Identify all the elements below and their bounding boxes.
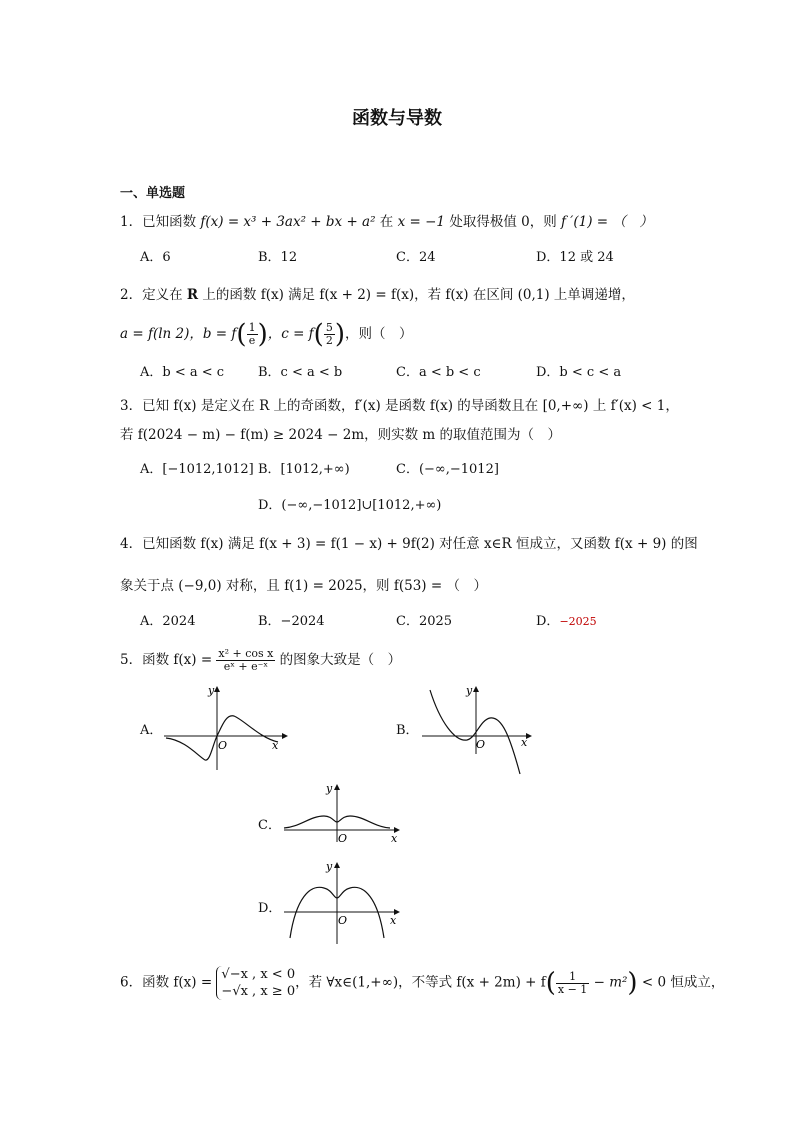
q2-fraction-2: $\frac{5}{2}$ bbox=[325, 321, 333, 347]
q1-condition: x = −1 bbox=[397, 214, 446, 230]
q6-text-d: < 0 恒成立， bbox=[637, 974, 725, 991]
q1-option-c[interactable]: C．24 bbox=[396, 250, 436, 265]
q1-option-a[interactable]: A．6 bbox=[140, 250, 171, 265]
q5-a-x-label: x bbox=[272, 739, 279, 752]
q5-c-y-label: y bbox=[326, 782, 333, 795]
q4-option-d-value: −2025 bbox=[559, 615, 597, 628]
q6-text-b: ，若 ∀x∈(1,+∞)，不等式 f(x + 2m) + f bbox=[295, 974, 546, 991]
q2-text-c: ，则（ ） bbox=[344, 326, 413, 342]
q6-piecewise bbox=[216, 966, 295, 1000]
q1-function: f(x) = x³ + 3ax² + bx + a² bbox=[200, 214, 376, 230]
q2-a-def: a = f(ln 2)，b = f bbox=[120, 326, 237, 342]
q5-option-c[interactable]: C． bbox=[258, 818, 281, 833]
q2-real-set: R bbox=[186, 287, 199, 303]
q5-graph-a bbox=[160, 682, 290, 772]
q3-option-b[interactable]: B．[1012,+∞) bbox=[258, 462, 350, 477]
q3-option-d[interactable]: D．(−∞,−1012]∪[1012,+∞) bbox=[258, 498, 442, 513]
q5-c-origin: O bbox=[338, 832, 348, 845]
q5-graph-c bbox=[282, 780, 402, 845]
question-2-line-2: a = f(ln 2)，b = f( $\frac{1}{e}$ )，c = f( $\frac{5}{2}$ )，则（ ） bbox=[120, 319, 413, 350]
section-heading: 一、单选题 bbox=[120, 186, 186, 201]
question-1-stem bbox=[120, 212, 653, 232]
q1-option-d[interactable]: D．12 或 24 bbox=[536, 250, 614, 265]
q2-option-c[interactable]: C．a < b < c bbox=[396, 365, 481, 380]
q5-text-a: 5．函数 f(x) = bbox=[120, 652, 217, 668]
q1-text-c: 处取得极值 0，则 bbox=[445, 214, 561, 230]
question-6-stem: 6．函数 f(x) = √−x , x < 0 −√x , x ≥ 0 ，若 ∀x∈(1,+∞)，不等式 f(x + 2m) + f( $\frac{1}{x - 1}$ − m²) < 0 恒成立， bbox=[120, 967, 725, 999]
question-4-line-1: 4．已知函数 f(x) 满足 f(x + 3) = f(1 − x) + 9f(2) 对任意 x∈R 恒成立，又函数 f(x + 9) 的图 bbox=[120, 536, 698, 552]
q5-c-x-label: x bbox=[391, 832, 398, 845]
q5-text-b: 的图象大致是（ ） bbox=[275, 652, 402, 668]
question-2-line-1 bbox=[120, 285, 635, 305]
q4-option-b[interactable]: B．−2024 bbox=[258, 614, 325, 629]
q6-case-1: √−x , x < 0 bbox=[221, 967, 296, 982]
q2-option-d[interactable]: D．b < c < a bbox=[536, 365, 622, 380]
q1-text-a: 1．已知函数 bbox=[120, 214, 201, 230]
q2-text-b: 上的函数 f(x) 满足 f(x + 2) = f(x)，若 f(x) 在区间 (0,1) 上单调递增， bbox=[198, 287, 635, 303]
q4-option-a[interactable]: A．2024 bbox=[140, 614, 196, 629]
q5-b-x-label: x bbox=[521, 736, 528, 749]
question-3-line-1: 3．已知 f(x) 是定义在 R 上的奇函数，f′(x) 是函数 f(x) 的导函数且在 [0,+∞) 上 f′(x) < 1， bbox=[120, 398, 679, 414]
q5-d-y-label: y bbox=[326, 860, 333, 873]
q5-d-origin: O bbox=[338, 914, 348, 927]
page-title: 函数与导数 bbox=[352, 108, 442, 129]
q3-option-c[interactable]: C．(−∞,−1012] bbox=[396, 462, 499, 477]
q4-option-d-label: D． bbox=[536, 614, 560, 629]
q5-d-x-label: x bbox=[390, 914, 397, 927]
q1-text-b: 在 bbox=[375, 214, 398, 230]
q2-fraction-1: $\frac{1}{e}$ bbox=[248, 321, 256, 347]
q5-b-origin: O bbox=[476, 738, 486, 751]
q5-a-origin: O bbox=[218, 739, 228, 752]
question-4-line-2: 象关于点 (−9,0) 对称，且 f(1) = 2025，则 f(53) = （ ） bbox=[120, 578, 487, 594]
q5-option-b[interactable]: B． bbox=[396, 723, 419, 738]
q2-option-b[interactable]: B．c < a < b bbox=[258, 365, 343, 380]
q6-case-2: −√x , x ≥ 0 bbox=[221, 984, 296, 999]
q5-option-a[interactable]: A． bbox=[140, 723, 163, 738]
q5-a-y-label: y bbox=[208, 684, 215, 697]
q6-text-c: − m² bbox=[589, 974, 628, 991]
q5-graph-d bbox=[282, 858, 402, 948]
q3-option-a[interactable]: A．[−1012,1012] bbox=[140, 462, 254, 477]
question-3-line-2: 若 f(2024 − m) − f(m) ≥ 2024 − 2m，则实数 m 的取值范围为（ ） bbox=[120, 427, 562, 443]
q4-option-c[interactable]: C．2025 bbox=[396, 614, 453, 629]
q6-text-a: 6．函数 f(x) = bbox=[120, 974, 217, 991]
q5-option-d[interactable]: D． bbox=[258, 901, 282, 916]
q4-option-d[interactable] bbox=[536, 613, 597, 631]
q1-ask: f ′(1) = （ ） bbox=[561, 214, 653, 230]
q5-b-y-label: y bbox=[466, 684, 473, 697]
q2-text-a: 2．定义在 bbox=[120, 287, 187, 303]
question-5-stem bbox=[120, 648, 401, 673]
q5-graph-b bbox=[420, 682, 535, 777]
q1-option-b[interactable]: B．12 bbox=[258, 250, 298, 265]
q2-option-a[interactable]: A．b < a < c bbox=[140, 365, 225, 380]
q5-fraction: $\frac{\text{x² + cos x}}{\text{eˣ + e⁻ˣ}}$ bbox=[218, 647, 274, 673]
q6-fraction: $\frac{1}{x - 1}$ bbox=[557, 969, 588, 996]
q2-c-def: ，c = f bbox=[267, 326, 314, 342]
